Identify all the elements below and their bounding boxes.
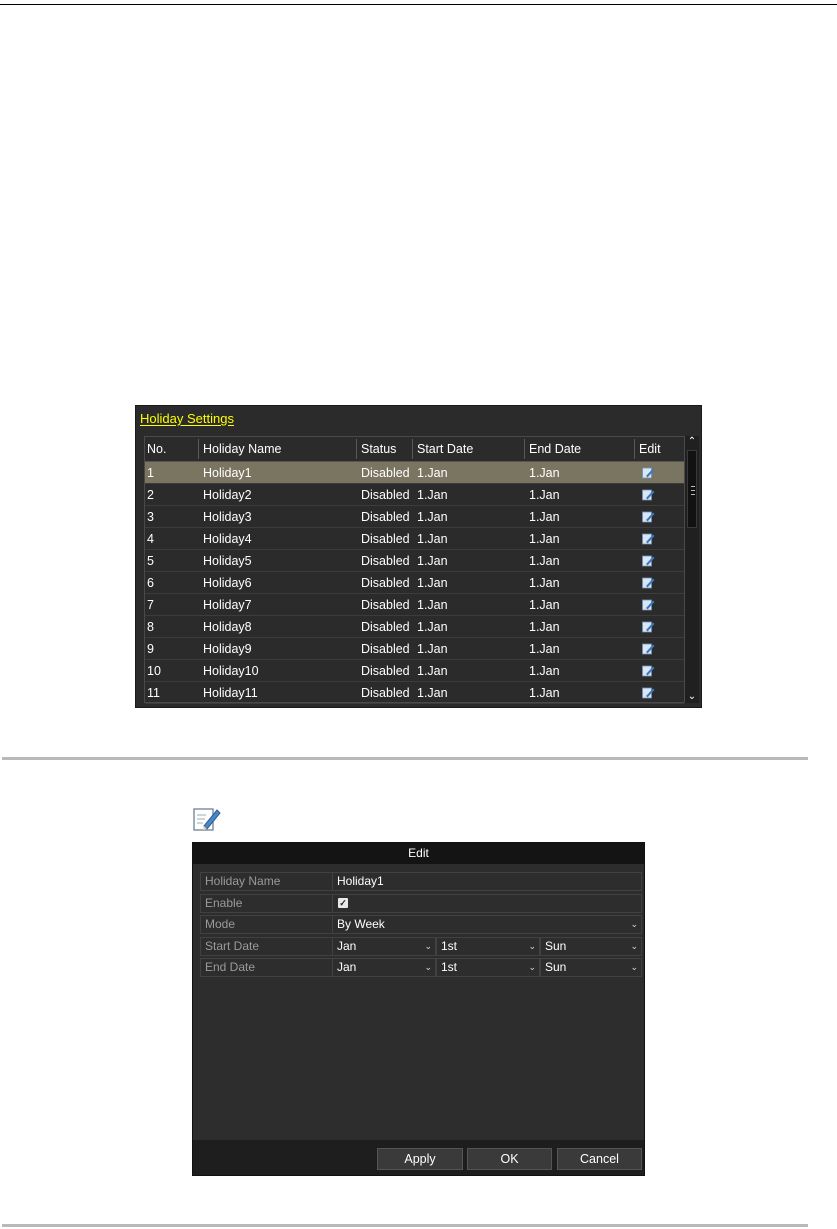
row-start-date: 1.Jan <box>417 664 448 678</box>
header-divider <box>412 439 413 459</box>
holiday-name-field <box>200 872 642 891</box>
grip-line <box>691 494 695 495</box>
section-divider <box>2 757 808 760</box>
holiday-settings-title: Holiday Settings <box>140 411 234 426</box>
row-holiday-name: Holiday8 <box>203 620 252 634</box>
table-row[interactable] <box>145 682 684 704</box>
table-row[interactable] <box>145 572 684 594</box>
edit-pencil-icon[interactable] <box>642 467 655 479</box>
col-start-header: Start Date <box>417 442 474 456</box>
table-row[interactable] <box>145 506 684 528</box>
row-no: 5 <box>147 554 154 568</box>
apply-button[interactable]: Apply <box>377 1148 463 1170</box>
end-day-select[interactable] <box>540 958 642 977</box>
start-month-value: Jan <box>337 939 357 953</box>
chevron-down-icon: ⌄ <box>630 941 638 951</box>
edit-pencil-icon[interactable] <box>642 577 655 589</box>
edit-dialog-footer <box>193 1140 644 1175</box>
grip-line <box>691 486 695 487</box>
end-day-value: Sun <box>545 960 567 974</box>
col-end-header: End Date <box>529 442 582 456</box>
start-date-label: Start Date <box>200 937 332 956</box>
start-day-value: Sun <box>545 939 567 953</box>
edit-pencil-icon[interactable] <box>642 665 655 677</box>
row-start-date: 1.Jan <box>417 576 448 590</box>
table-row[interactable] <box>145 660 684 682</box>
row-start-date: 1.Jan <box>417 532 448 546</box>
row-end-date: 1.Jan <box>529 620 560 634</box>
row-status: Disabled <box>361 620 410 634</box>
row-status: Disabled <box>361 686 410 700</box>
start-day-select[interactable] <box>540 937 642 956</box>
holiday-table <box>144 436 685 703</box>
scrollbar-thumb[interactable] <box>687 450 697 528</box>
holiday-settings-panel <box>135 405 702 708</box>
start-month-select[interactable] <box>332 937 436 956</box>
edit-pencil-icon[interactable] <box>642 599 655 611</box>
row-holiday-name: Holiday5 <box>203 554 252 568</box>
row-no: 4 <box>147 532 154 546</box>
row-holiday-name: Holiday3 <box>203 510 252 524</box>
row-no: 6 <box>147 576 154 590</box>
row-end-date: 1.Jan <box>529 554 560 568</box>
table-row[interactable] <box>145 528 684 550</box>
grip-line <box>691 490 695 491</box>
row-end-date: 1.Jan <box>529 488 560 502</box>
row-holiday-name: Holiday2 <box>203 488 252 502</box>
row-start-date: 1.Jan <box>417 488 448 502</box>
row-start-date: 1.Jan <box>417 554 448 568</box>
row-start-date: 1.Jan <box>417 620 448 634</box>
chevron-down-icon: ⌄ <box>424 962 432 972</box>
header-divider <box>634 439 635 459</box>
row-status: Disabled <box>361 466 410 480</box>
row-status: Disabled <box>361 532 410 546</box>
mode-field <box>200 915 642 934</box>
chevron-down-icon: ⌄ <box>424 941 432 951</box>
row-no: 8 <box>147 620 154 634</box>
end-month-value: Jan <box>337 960 357 974</box>
scroll-up-icon[interactable]: ⌃ <box>687 436 697 447</box>
end-week-value: 1st <box>441 960 458 974</box>
edit-pencil-icon[interactable] <box>642 687 655 699</box>
edit-pencil-icon[interactable] <box>642 621 655 633</box>
cancel-button[interactable]: Cancel <box>557 1148 642 1170</box>
section-divider <box>2 1224 808 1227</box>
row-holiday-name: Holiday9 <box>203 642 252 656</box>
table-header <box>145 437 684 462</box>
row-end-date: 1.Jan <box>529 642 560 656</box>
row-no: 11 <box>147 686 160 700</box>
row-no: 10 <box>147 664 161 678</box>
scroll-down-icon[interactable]: ⌄ <box>687 691 697 702</box>
row-start-date: 1.Jan <box>417 598 448 612</box>
row-status: Disabled <box>361 642 410 656</box>
col-no-header: No. <box>147 442 167 456</box>
row-no: 7 <box>147 598 154 612</box>
table-row[interactable] <box>145 638 684 660</box>
table-row[interactable] <box>145 462 684 484</box>
row-no: 2 <box>147 488 154 502</box>
edit-pencil-icon[interactable] <box>642 533 655 545</box>
holiday-name-input[interactable]: Holiday1 <box>332 872 642 891</box>
mode-select[interactable] <box>332 915 642 934</box>
row-status: Disabled <box>361 664 410 678</box>
mode-value: By Week <box>337 917 385 931</box>
row-start-date: 1.Jan <box>417 686 448 700</box>
col-status-header: Status <box>361 442 397 456</box>
row-holiday-name: Holiday10 <box>203 664 259 678</box>
row-holiday-name: Holiday4 <box>203 532 252 546</box>
row-holiday-name: Holiday6 <box>203 576 252 590</box>
row-start-date: 1.Jan <box>417 510 448 524</box>
row-end-date: 1.Jan <box>529 576 560 590</box>
edit-pencil-icon[interactable] <box>642 489 655 501</box>
header-divider <box>356 439 357 459</box>
edit-pencil-icon[interactable] <box>642 643 655 655</box>
row-end-date: 1.Jan <box>529 466 560 480</box>
chevron-down-icon: ⌄ <box>630 919 638 929</box>
enable-cell <box>332 894 642 913</box>
table-row[interactable] <box>145 594 684 616</box>
table-row[interactable] <box>145 616 684 638</box>
col-edit-header: Edit <box>639 442 661 456</box>
chevron-down-icon: ⌄ <box>528 962 536 972</box>
row-holiday-name: Holiday7 <box>203 598 252 612</box>
table-row[interactable] <box>145 484 684 506</box>
row-status: Disabled <box>361 554 410 568</box>
row-no: 1 <box>147 466 154 480</box>
row-no: 9 <box>147 642 154 656</box>
row-no: 3 <box>147 510 154 524</box>
start-week-value: 1st <box>441 939 458 953</box>
header-divider <box>198 439 199 459</box>
row-status: Disabled <box>361 598 410 612</box>
row-end-date: 1.Jan <box>529 510 560 524</box>
row-end-date: 1.Jan <box>529 686 560 700</box>
enable-label: Enable <box>200 894 332 913</box>
start-week-select[interactable] <box>436 937 540 956</box>
end-week-select[interactable] <box>436 958 540 977</box>
row-holiday-name: Holiday1 <box>203 466 252 480</box>
mode-label: Mode <box>200 915 332 934</box>
edit-dialog-title: Edit <box>193 843 644 864</box>
row-end-date: 1.Jan <box>529 532 560 546</box>
enable-field <box>200 894 642 913</box>
edit-pencil-icon[interactable] <box>642 555 655 567</box>
page-top-rule <box>0 4 837 5</box>
row-status: Disabled <box>361 488 410 502</box>
table-scrollbar[interactable] <box>685 436 699 703</box>
chevron-down-icon: ⌄ <box>528 941 536 951</box>
header-divider <box>524 439 525 459</box>
col-name-header: Holiday Name <box>203 442 282 456</box>
ok-button[interactable]: OK <box>467 1148 552 1170</box>
edit-pencil-icon[interactable] <box>642 511 655 523</box>
row-status: Disabled <box>361 510 410 524</box>
holiday-name-label: Holiday Name <box>200 872 332 891</box>
edit-pencil-icon <box>193 806 221 832</box>
row-start-date: 1.Jan <box>417 642 448 656</box>
row-holiday-name: Holiday11 <box>203 686 258 700</box>
row-start-date: 1.Jan <box>417 466 448 480</box>
row-status: Disabled <box>361 576 410 590</box>
chevron-down-icon: ⌄ <box>630 962 638 972</box>
row-end-date: 1.Jan <box>529 598 560 612</box>
edit-dialog <box>192 842 645 1176</box>
row-end-date: 1.Jan <box>529 664 560 678</box>
table-row[interactable] <box>145 550 684 572</box>
end-date-label: End Date <box>200 958 332 977</box>
end-month-select[interactable] <box>332 958 436 977</box>
end-date-field <box>200 958 642 977</box>
start-date-field <box>200 937 642 956</box>
row-divider <box>145 703 684 704</box>
enable-checkbox[interactable]: ✓ <box>339 898 347 908</box>
